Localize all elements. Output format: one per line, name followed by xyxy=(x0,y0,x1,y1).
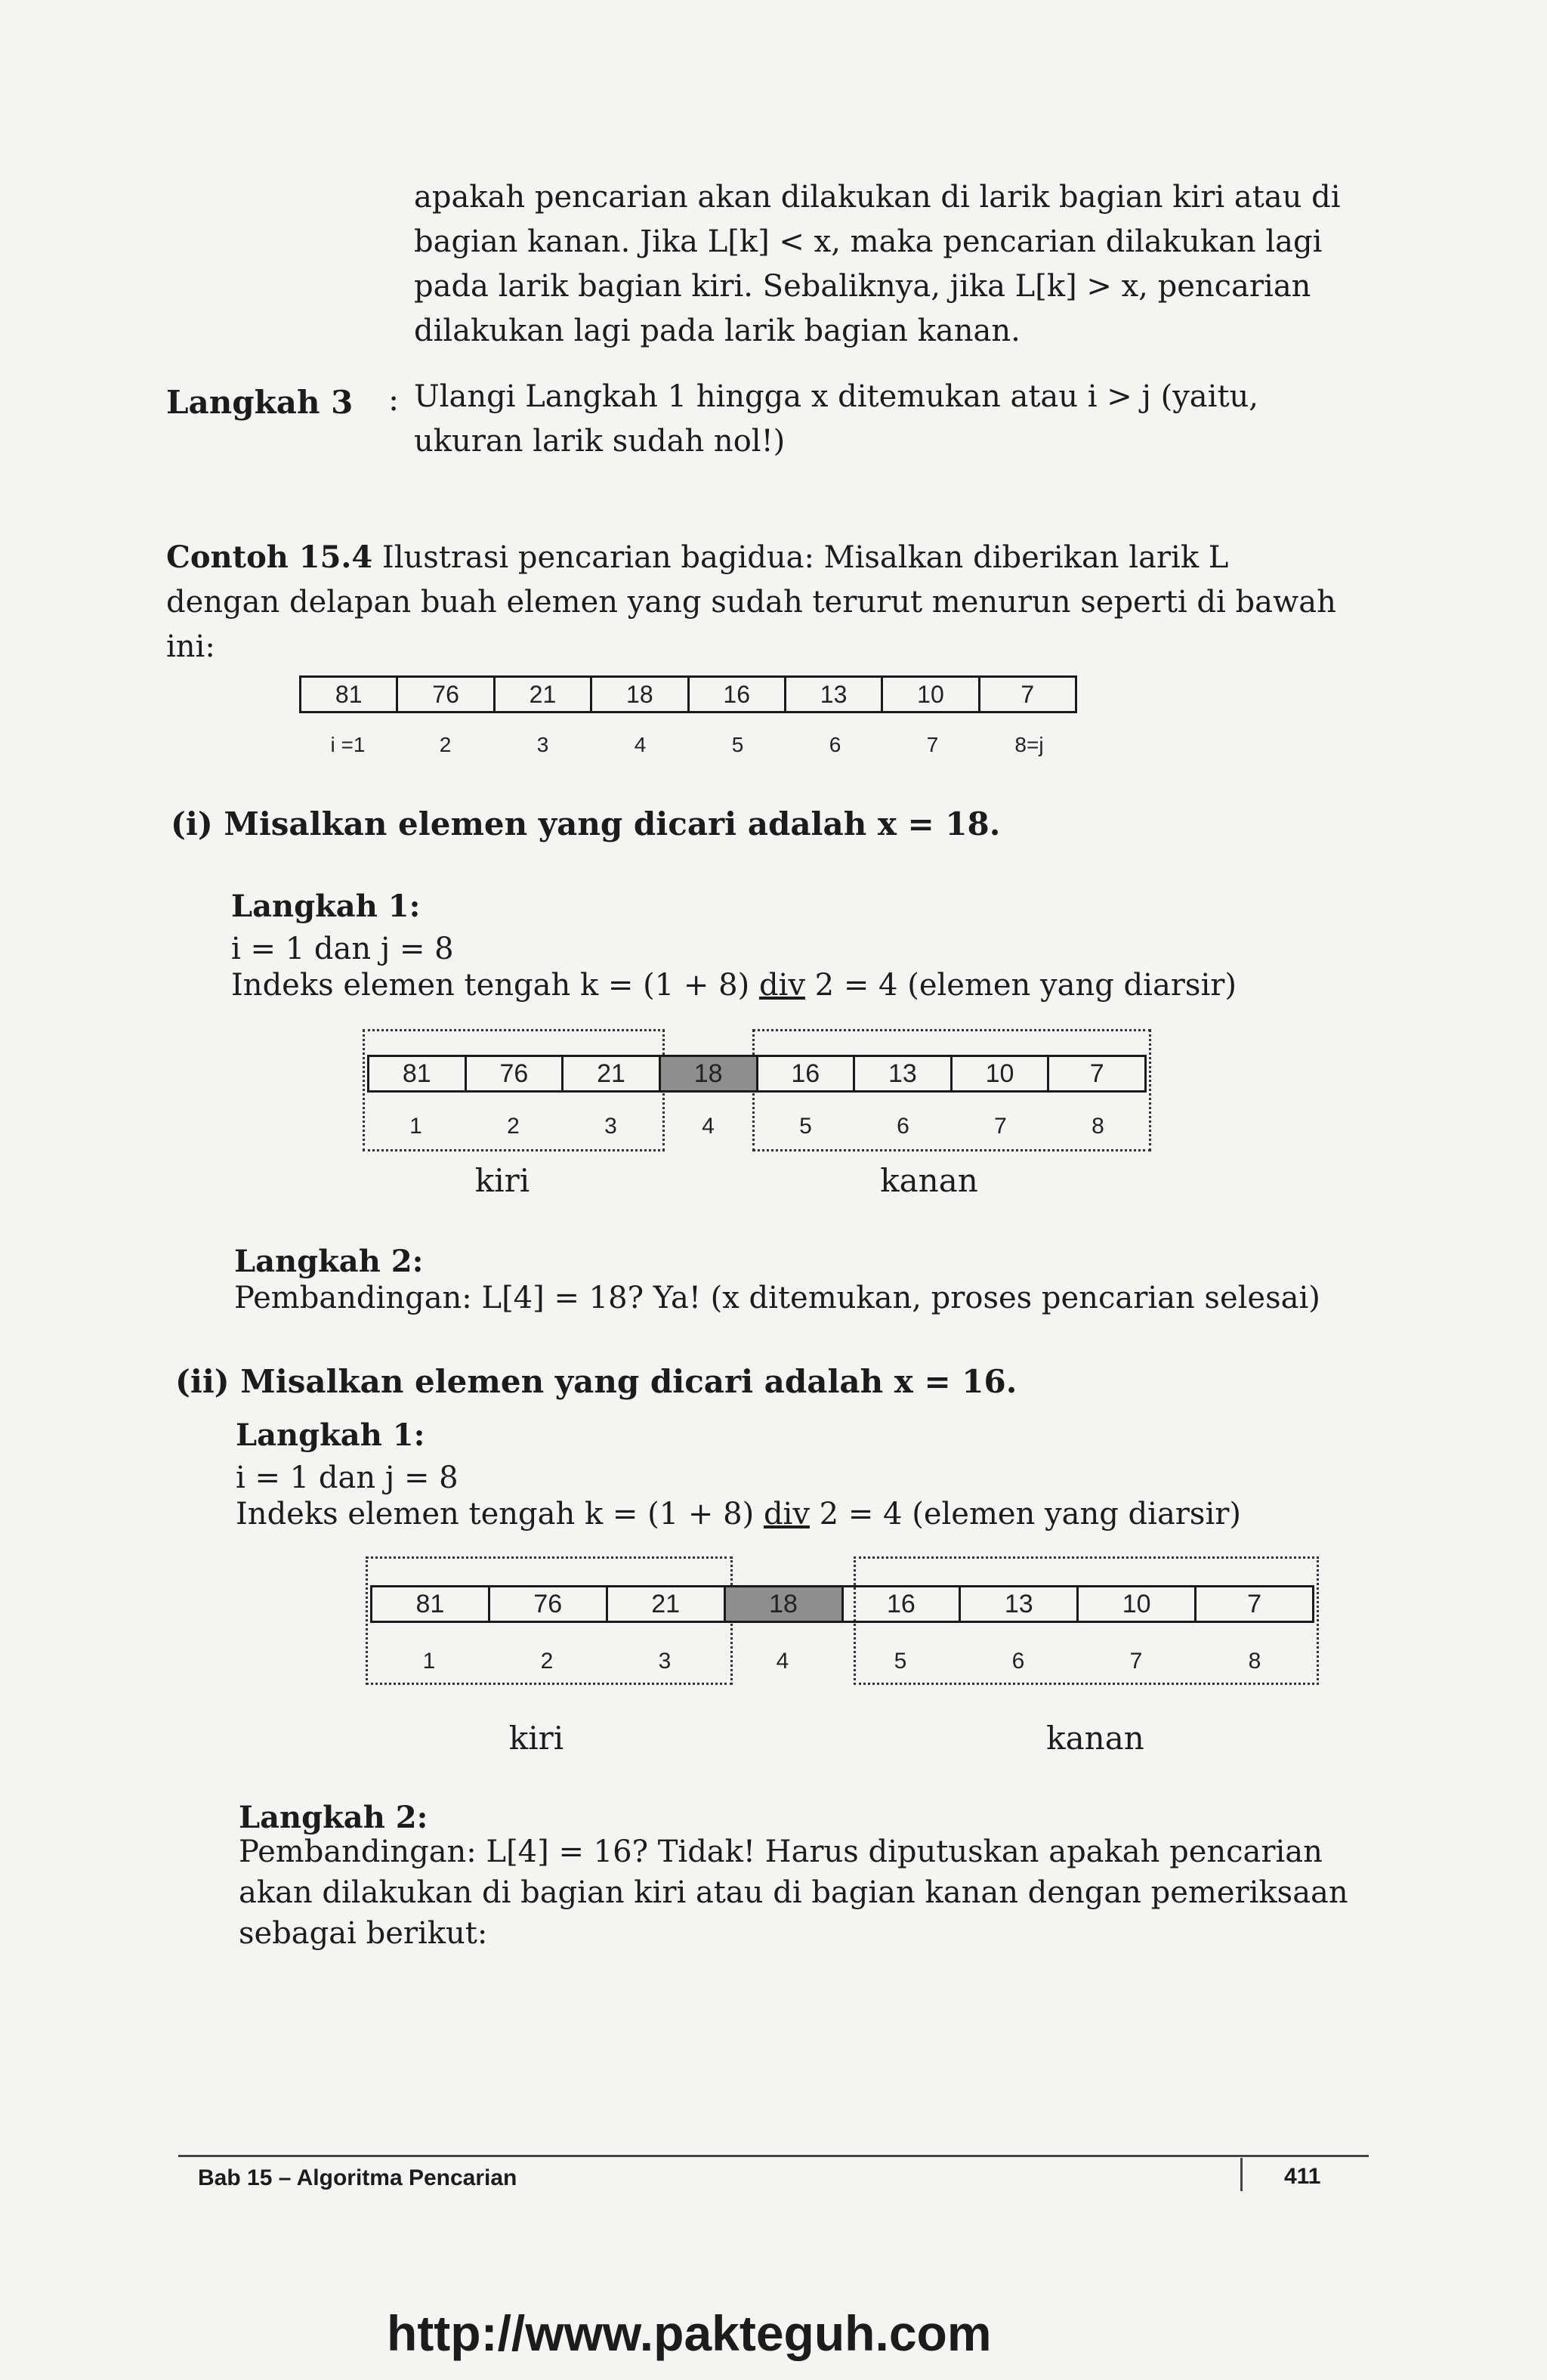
array-cell: 13 xyxy=(854,1056,952,1092)
array-cell: 7 xyxy=(1048,1056,1146,1092)
section-ii-step1-ij: i = 1 dan j = 8 xyxy=(236,1460,459,1495)
section-ii-kanan-label: kanan xyxy=(1046,1720,1144,1757)
array-index: 3 xyxy=(604,1114,617,1139)
array-index: 2 xyxy=(540,1649,554,1674)
langkah3-line-1: Ulangi Langkah 1 hingga x ditemukan atau i > j (yaitu, xyxy=(414,379,1258,414)
watermark-url[interactable]: http://www.pakteguh.com xyxy=(387,2305,992,2361)
section-i-step1-mid xyxy=(231,967,1237,1003)
array-index: 8 xyxy=(1248,1649,1261,1674)
array-index: 7 xyxy=(994,1114,1007,1139)
contoh-paragraph xyxy=(166,535,1354,669)
section-ii-array xyxy=(370,1585,1314,1623)
array-index: 1 xyxy=(422,1649,436,1674)
array-index: 2 xyxy=(439,733,452,756)
section-ii-step1-mid xyxy=(236,1496,1241,1532)
array-index: 5 xyxy=(799,1114,812,1139)
array-index: 5 xyxy=(731,733,744,756)
array-cell: 10 xyxy=(882,677,979,712)
section-i-array xyxy=(367,1055,1147,1093)
array-cell: 76 xyxy=(489,1587,607,1622)
array-index: 6 xyxy=(897,1114,909,1139)
array-cell: 16 xyxy=(842,1587,960,1622)
section-ii-step2-text xyxy=(239,1831,1348,1954)
array-index: 6 xyxy=(1011,1649,1025,1674)
array-cell: 21 xyxy=(607,1587,724,1622)
section-i-step2-text: Pembandingan: L[4] = 18? Ya! (x ditemukan, proses pencarian selesai) xyxy=(234,1281,1320,1315)
array-index: 2 xyxy=(507,1114,520,1139)
array-cell: 81 xyxy=(301,677,397,712)
array-index: 7 xyxy=(926,733,939,756)
intro-paragraph xyxy=(414,175,1354,354)
array-cell: 16 xyxy=(757,1056,854,1092)
footer-chapter: Bab 15 – Algoritma Pencarian xyxy=(198,2165,517,2190)
section-i-kanan-label: kanan xyxy=(880,1162,978,1199)
array-cell: 76 xyxy=(465,1056,563,1092)
array-index: 4 xyxy=(702,1114,715,1139)
array-cell: 18 xyxy=(591,677,688,712)
array-index: 8 xyxy=(1092,1114,1104,1139)
array-cell: 81 xyxy=(372,1587,489,1622)
array-cell-middle: 18 xyxy=(659,1056,757,1092)
section-ii-kiri-label: kiri xyxy=(508,1720,564,1757)
array-cell: 7 xyxy=(1196,1587,1314,1622)
array-cell: 21 xyxy=(494,677,591,712)
array-index: 5 xyxy=(894,1649,907,1674)
initial-array xyxy=(299,675,1077,713)
array-cell: 10 xyxy=(951,1056,1048,1092)
array-index: 3 xyxy=(536,733,549,756)
array-index: 1 xyxy=(409,1114,422,1139)
array-cell: 13 xyxy=(785,677,882,712)
array-index: 3 xyxy=(658,1649,672,1674)
array-index: i =1 xyxy=(330,733,366,756)
contoh-line-3: ini: xyxy=(166,629,215,664)
langkah3-label: Langkah 3 xyxy=(166,384,354,421)
intro-line-4: dilakukan lagi pada larik bagian kanan. xyxy=(414,314,1021,348)
array-index: 4 xyxy=(776,1649,789,1674)
section-ii-div: div xyxy=(763,1497,810,1532)
section-ii-step2-line-2: akan dilakukan di bagian kiri atau di bagian kanan dengan pemeriksaan xyxy=(239,1875,1348,1910)
array-cell: 13 xyxy=(960,1587,1078,1622)
langkah3-colon: : xyxy=(388,381,400,418)
contoh-line-2: dengan delapan buah elemen yang sudah terurut menurun seperti di bawah xyxy=(166,585,1336,620)
array-cell-middle: 18 xyxy=(724,1587,842,1622)
section-ii-step2-line-1: Pembandingan: L[4] = 16? Tidak! Harus diputuskan apakah pencarian xyxy=(239,1834,1323,1869)
intro-line-2: bagian kanan. Jika L[k] < x, maka pencarian dilakukan lagi xyxy=(414,224,1323,259)
section-ii-mid-suffix: 2 = 4 (elemen yang diarsir) xyxy=(809,1497,1241,1532)
footer-divider xyxy=(1240,2158,1243,2191)
section-i-title: (i) Misalkan elemen yang dicari adalah x = 18. xyxy=(171,805,1001,842)
array-cell: 76 xyxy=(397,677,494,712)
array-cell: 21 xyxy=(563,1056,660,1092)
array-cell: 10 xyxy=(1078,1587,1196,1622)
section-i-step2-title: Langkah 2: xyxy=(234,1244,424,1279)
section-i-mid-prefix: Indeks elemen tengah k = (1 + 8) xyxy=(231,968,759,1003)
section-ii-step1-title: Langkah 1: xyxy=(236,1417,425,1453)
array-index: 8=j xyxy=(1014,733,1044,756)
section-i-step1-title: Langkah 1: xyxy=(231,889,421,924)
array-index: 7 xyxy=(1129,1649,1143,1674)
array-cell: 81 xyxy=(369,1056,466,1092)
section-i-div: div xyxy=(758,968,805,1003)
array-cell: 16 xyxy=(688,677,785,712)
section-i-kiri-label: kiri xyxy=(474,1162,530,1199)
footer-rule xyxy=(178,2155,1369,2157)
section-ii-mid-prefix: Indeks elemen tengah k = (1 + 8) xyxy=(236,1497,764,1532)
contoh-line-1 xyxy=(166,535,1354,580)
array-index: 4 xyxy=(634,733,647,756)
intro-line-1: apakah pencarian akan dilakukan di larik bagian kiri atau di xyxy=(414,180,1341,215)
langkah3-line-2: ukuran larik sudah nol!) xyxy=(414,424,786,459)
contoh-line-1-text: Ilustrasi pencarian bagidua: Misalkan diberikan larik L xyxy=(381,540,1229,575)
contoh-label: Contoh 15.4 xyxy=(166,539,373,575)
langkah3-text xyxy=(414,375,1354,464)
page-number: 411 xyxy=(1284,2164,1321,2189)
section-i-mid-suffix: 2 = 4 (elemen yang diarsir) xyxy=(804,968,1237,1003)
section-ii-title: (ii) Misalkan elemen yang dicari adalah x = 16. xyxy=(175,1363,1017,1400)
section-ii-step2-line-3: sebagai berikut: xyxy=(239,1916,488,1951)
section-i-step1-ij: i = 1 dan j = 8 xyxy=(231,932,454,966)
section-ii-step2-title: Langkah 2: xyxy=(239,1800,428,1835)
array-index: 6 xyxy=(829,733,841,756)
intro-line-3: pada larik bagian kiri. Sebaliknya, jika L[k] > x, pencarian xyxy=(414,269,1311,304)
array-cell: 7 xyxy=(979,677,1076,712)
